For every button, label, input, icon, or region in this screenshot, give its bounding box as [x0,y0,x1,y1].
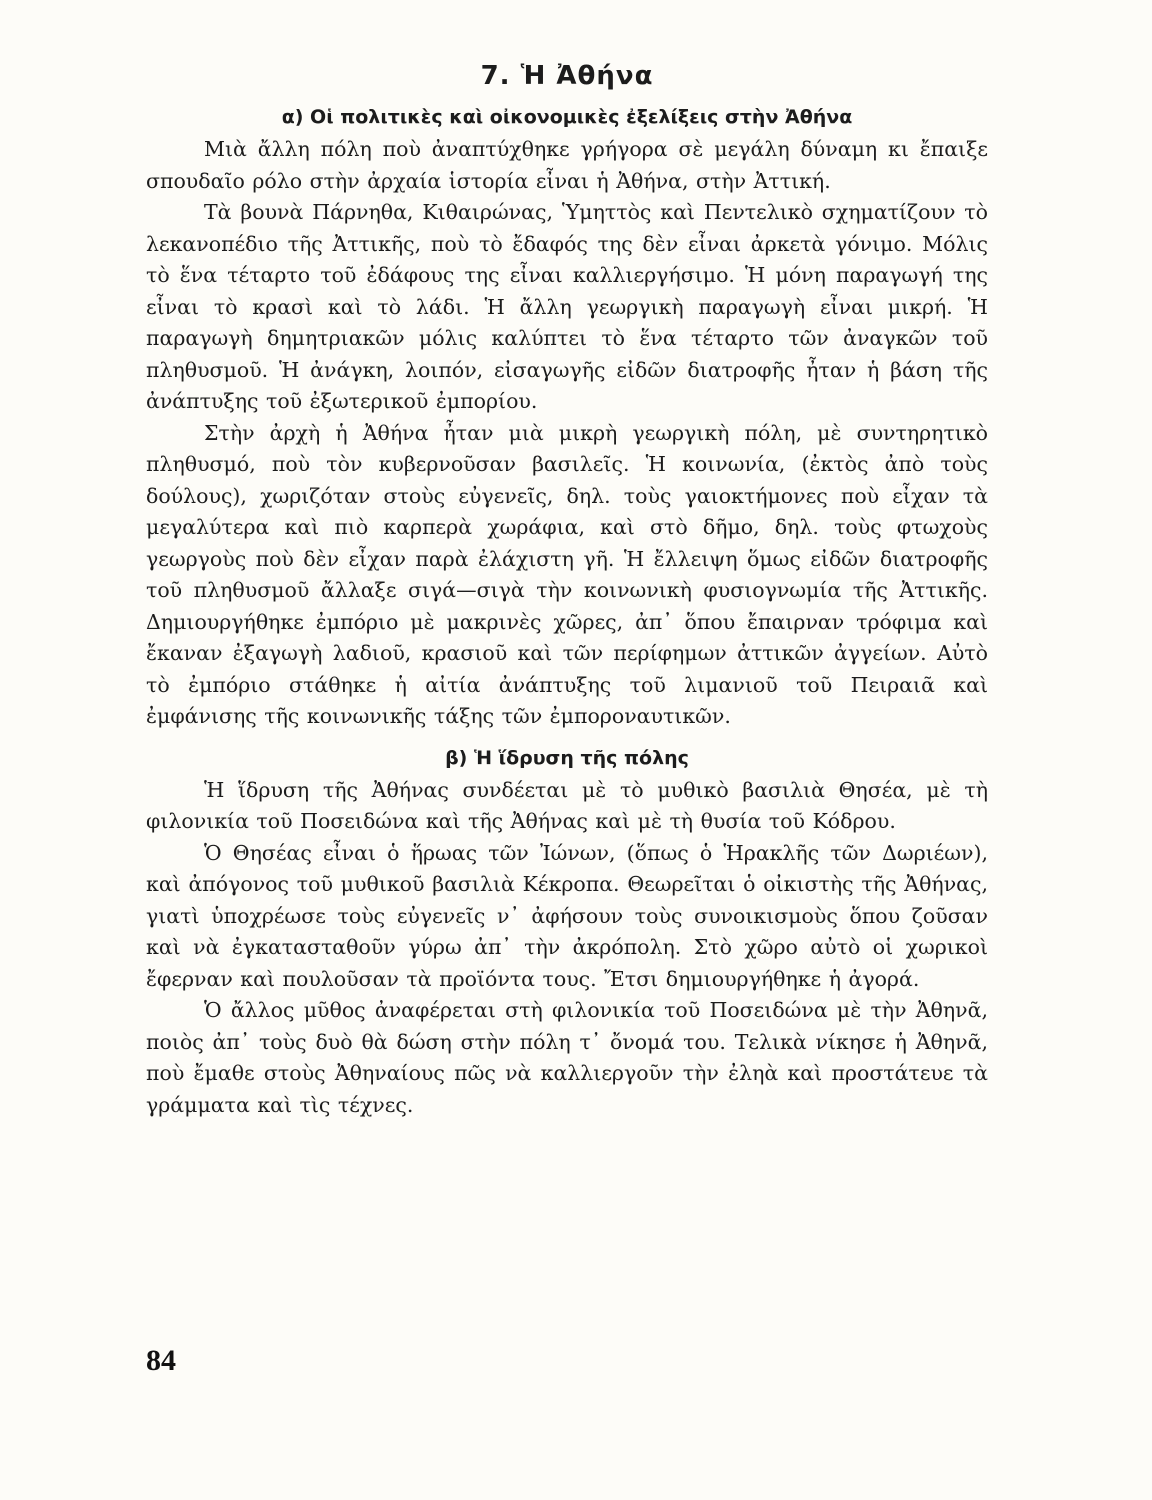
section-b-paragraph-1: Ἡ ἵδρυση τῆς Ἀθήνας συνδέεται μὲ τὸ μυθικὸ βασιλιὰ Θησέα, μὲ τὴ φιλονικία τοῦ Ποσειδώνα καὶ τῆς Ἀθήνας καὶ μὲ τὴ θυσία τοῦ Κόδρου. [146,777,988,833]
section-a-paragraph-2: Τὰ βουνὰ Πάρνηθα, Κιθαιρώνας, Ὑμηττὸς καὶ Πεντελικὸ σχηματίζουν τὸ λεκανοπέδιο τῆς Ἀττικῆς, ποὺ τὸ ἔδαφός της δὲν εἶναι ἀρκετὰ γόνιμο. Μόλις τὸ ἕνα τέταρτο τοῦ ἐδάφους της εἶναι καλλιεργήσιμο. Ἡ μόνη παραγωγή της εἶναι τὸ κρασὶ καὶ τὸ λάδι. Ἡ ἄλλη γεωργικὴ παραγωγὴ εἶναι μικρή. Ἡ παραγωγὴ δημητριακῶν μόλις καλύπτει τὸ ἕνα τέταρτο τῶν ἀναγκῶν τοῦ πληθυσμοῦ. Ἡ ἀνάγκη, λοιπόν, εἰσαγωγῆς εἰδῶν διατροφῆς ἦταν ἡ βάση τῆς ἀνάπτυξης τοῦ ἐξωτερικοῦ ἐμπορίου. [146,200,988,413]
section-a-paragraph-1: Μιὰ ἄλλη πόλη ποὺ ἀναπτύχθηκε γρήγορα σὲ μεγάλη δύναμη κι ἔπαιξε σπουδαῖο ρόλο στὴν ἀρχαία ἱστορία εἶναι ἡ Ἀθήνα, στὴν Ἀττική. [146,137,988,193]
section-a-paragraph-3: Στὴν ἀρχὴ ἡ Ἀθήνα ἦταν μιὰ μικρὴ γεωργικὴ πόλη, μὲ συντηρητικὸ πληθυσμό, ποὺ τὸν κυβερνοῦσαν βασιλεῖς. Ἡ κοινωνία, (ἐκτὸς ἀπὸ τοὺς δούλους), χωριζόταν στοὺς εὐγενεῖς, δηλ. τοὺς γαιοκτήμονες ποὺ εἶχαν τὰ μεγαλύτερα καὶ πιὸ καρπερὰ χωράφια, καὶ στὸ δῆμο, δηλ. τοὺς φτωχοὺς γεωργοὺς ποὺ δὲν εἶχαν παρὰ ἐλάχιστη γῆ. Ἡ ἔλλειψη ὅμως εἰδῶν διατροφῆς τοῦ πληθυσμοῦ ἄλλαξε σιγά—σιγὰ τὴν κοινωνικὴ φυσιογνωμία τῆς Ἀττικῆς. Δημιουργήθηκε ἐμπόριο μὲ μακρινὲς χῶρες, ἀπ᾿ ὅπου ἔπαιρναν τρόφιμα καὶ ἔκαναν ἐξαγωγὴ λαδιοῦ, κρασιοῦ καὶ τῶν περίφημων ἀττικῶν ἀγγείων. Αὐτὸ τὸ ἐμπόριο στάθηκε ἡ αἰτία ἀνάπτυξης τοῦ λιμανιοῦ τοῦ Πειραιᾶ καὶ ἐμφάνισης τῆς κοινωνικῆς τάξης τῶν ἐμποροναυτικῶν. [146,420,988,728]
chapter-title: 7. Ἡ Ἀθήνα [480,61,654,91]
section-a-heading: α) Οἱ πολιτικὲς καὶ οἰκονομικὲς ἐξελίξεις στὴν Ἀθήνα [281,106,853,128]
book-page [146,58,988,1121]
section-b-paragraph-3: Ὁ ἄλλος μῦθος ἀναφέρεται στὴ φιλονικία τοῦ Ποσειδώνα μὲ τὴν Ἀθηνᾶ, ποιὸς ἀπ᾿ τοὺς δυὸ θὰ δώση στὴν πόλη τ᾿ ὄνομά του. Τελικὰ νίκησε ἡ Ἀθηνᾶ, ποὺ ἔμαθε στοὺς Ἀθηναίους πῶς νὰ καλλιεργοῦν τὴν ἐληὰ καὶ προστάτευε τὰ γράμματα καὶ τὶς τέχνες. [146,998,988,1117]
page-number: 84 [146,1344,176,1377]
section-b-heading: β) Ἡ ἵδρυση τῆς πόλης [445,746,689,769]
section-b-paragraph-2: Ὁ Θησέας εἶναι ὁ ἥρωας τῶν Ἰώνων, (ὅπως ὁ Ἡρακλῆς τῶν Δωριέων), καὶ ἀπόγονος τοῦ μυθικοῦ βασιλιὰ Κέκροπα. Θεωρεῖται ὁ οἰκιστὴς τῆς Ἀθήνας, γιατὶ ὑποχρέωσε τοὺς εὐγενεῖς ν᾿ ἀφήσουν τοὺς συνοικισμοὺς ὅπου ζοῦσαν καὶ νὰ ἐγκατασταθοῦν γύρω ἀπ᾿ τὴν ἀκρόπολη. Στὸ χῶρο αὐτὸ οἱ χωρικοὶ ἔφερναν καὶ πουλοῦσαν τὰ προϊόντα τους. Ἔτσι δημιουργήθηκε ἡ ἀγορά. [146,840,988,991]
